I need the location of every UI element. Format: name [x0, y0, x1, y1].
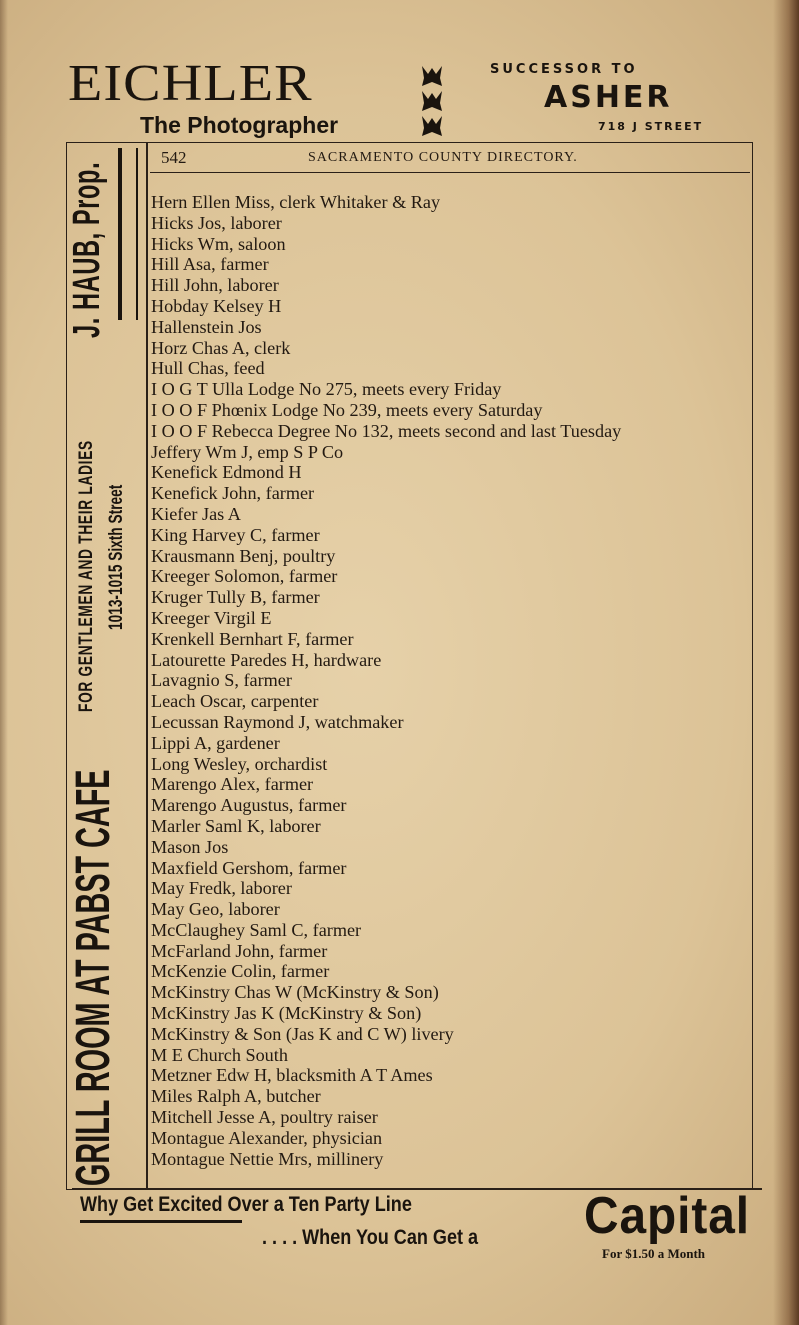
directory-entry: Lecussan Raymond J, watchmaker [151, 711, 404, 732]
directory-entry: Long Wesley, orchardist [151, 753, 328, 774]
directory-entry: Krausmann Benj, poultry [151, 545, 336, 566]
directory-entry: Hill John, laborer [151, 275, 279, 296]
directory-entry: Horz Chas A, clerk [151, 337, 291, 358]
gentlemen-ladies-text: FOR GENTLEMEN AND THEIR LADIES [76, 440, 97, 712]
directory-entry: Kruger Tully B, farmer [151, 587, 320, 608]
directory-entry: Lavagnio S, farmer [151, 670, 292, 691]
directory-entry: Hallenstein Jos [151, 316, 262, 337]
directory-entry: Hull Chas, feed [151, 358, 265, 379]
directory-entry: Montague Nettie Mrs, millinery [151, 1148, 384, 1169]
directory-entry: Jeffery Wm J, emp S P Co [151, 441, 344, 462]
grill-room-text: GRILL ROOM AT PABST CAFE [67, 769, 120, 1186]
directory-entry: Hobday Kelsey H [151, 295, 282, 316]
directory-entry: McKinstry Chas W (McKinstry & Son) [151, 982, 439, 1003]
asher-address: 718 J STREET [598, 120, 704, 133]
directory-entry: McKenzie Colin, farmer [151, 961, 330, 982]
capital-heading: Capital [584, 1187, 750, 1245]
capital-price: For $1.50 a Month [602, 1246, 706, 1261]
running-head: SACRAMENTO COUNTY DIRECTORY. [308, 150, 578, 165]
photographer-subheading: The Photographer [140, 112, 339, 138]
asher-heading: ASHER [544, 80, 673, 115]
page-number: 542 [161, 148, 187, 167]
directory-entry: I O O F Rebecca Degree No 132, meets second and last Tuesday [151, 420, 622, 441]
directory-entry: Hicks Jos, laborer [151, 212, 282, 233]
directory-entry: Montague Alexander, physician [151, 1127, 383, 1148]
directory-entry: Kenefick Edmond H [151, 462, 302, 483]
directory-entry: Hill Asa, farmer [151, 254, 269, 275]
directory-entry: Kenefick John, farmer [151, 483, 315, 504]
directory-entry: Lippi A, gardener [151, 732, 280, 753]
directory-entry: Leach Oscar, carpenter [151, 691, 319, 712]
header-rule [150, 172, 750, 173]
page-left-edge [0, 0, 8, 1325]
directory-entry: Miles Ralph A, butcher [151, 1086, 321, 1107]
directory-entry: Metzner Edw H, blacksmith A T Ames [151, 1065, 433, 1086]
footer-line-1: Why Get Excited Over a Ten Party Line [80, 1193, 412, 1216]
directory-entry: I O G T Ulla Lodge No 275, meets every Friday [151, 379, 502, 400]
directory-entry: Kreeger Solomon, farmer [151, 566, 338, 587]
directory-entry: M E Church South [151, 1044, 288, 1065]
directory-entry: Marengo Alex, farmer [151, 774, 314, 795]
directory-entry: Marengo Augustus, farmer [151, 795, 347, 816]
successor-text: SUCCESSOR TO [490, 62, 638, 77]
directory-entry: Kreeger Virgil E [151, 607, 272, 628]
eichler-heading: EICHLER [68, 55, 313, 112]
directory-entry: Mason Jos [151, 836, 229, 857]
sidebar-divider [146, 142, 148, 1188]
directory-listings [151, 192, 756, 1169]
directory-entry: Kiefer Jas A [151, 503, 241, 524]
haub-rule-lines [118, 148, 138, 320]
footer-underline [80, 1220, 242, 1223]
directory-entry: Krenkell Bernhart F, farmer [151, 628, 354, 649]
footer-line-2: . . . . When You Can Get a [262, 1226, 479, 1249]
directory-entry: Hern Ellen Miss, clerk Whitaker & Ray [151, 192, 441, 212]
directory-entry: Maxfield Gershom, farmer [151, 857, 347, 878]
directory-entry: Mitchell Jesse A, poultry raiser [151, 1107, 378, 1128]
directory-entry: Hicks Wm, saloon [151, 233, 286, 254]
ornament-icon [418, 64, 446, 140]
directory-entry: McKinstry Jas K (McKinstry & Son) [151, 1003, 422, 1024]
directory-entry: King Harvey C, farmer [151, 524, 320, 545]
directory-entry: I O O F Phœnix Lodge No 239, meets every Saturday [151, 399, 543, 420]
directory-entry: May Geo, laborer [151, 899, 280, 920]
sixth-street-address: 1013-1015 Sixth Street [106, 484, 127, 630]
page-binding-shadow [773, 0, 799, 1325]
directory-entry: McFarland John, farmer [151, 940, 328, 961]
directory-entry: Latourette Paredes H, hardware [151, 649, 382, 670]
haub-proprietor-text: J. HAUB, Prop. [66, 161, 108, 338]
directory-entry: McClaughey Saml C, farmer [151, 919, 362, 940]
directory-entry: McKinstry & Son (Jas K and C W) livery [151, 1023, 454, 1044]
directory-entry: Marler Saml K, laborer [151, 815, 321, 836]
directory-entry: May Fredk, laborer [151, 878, 292, 899]
